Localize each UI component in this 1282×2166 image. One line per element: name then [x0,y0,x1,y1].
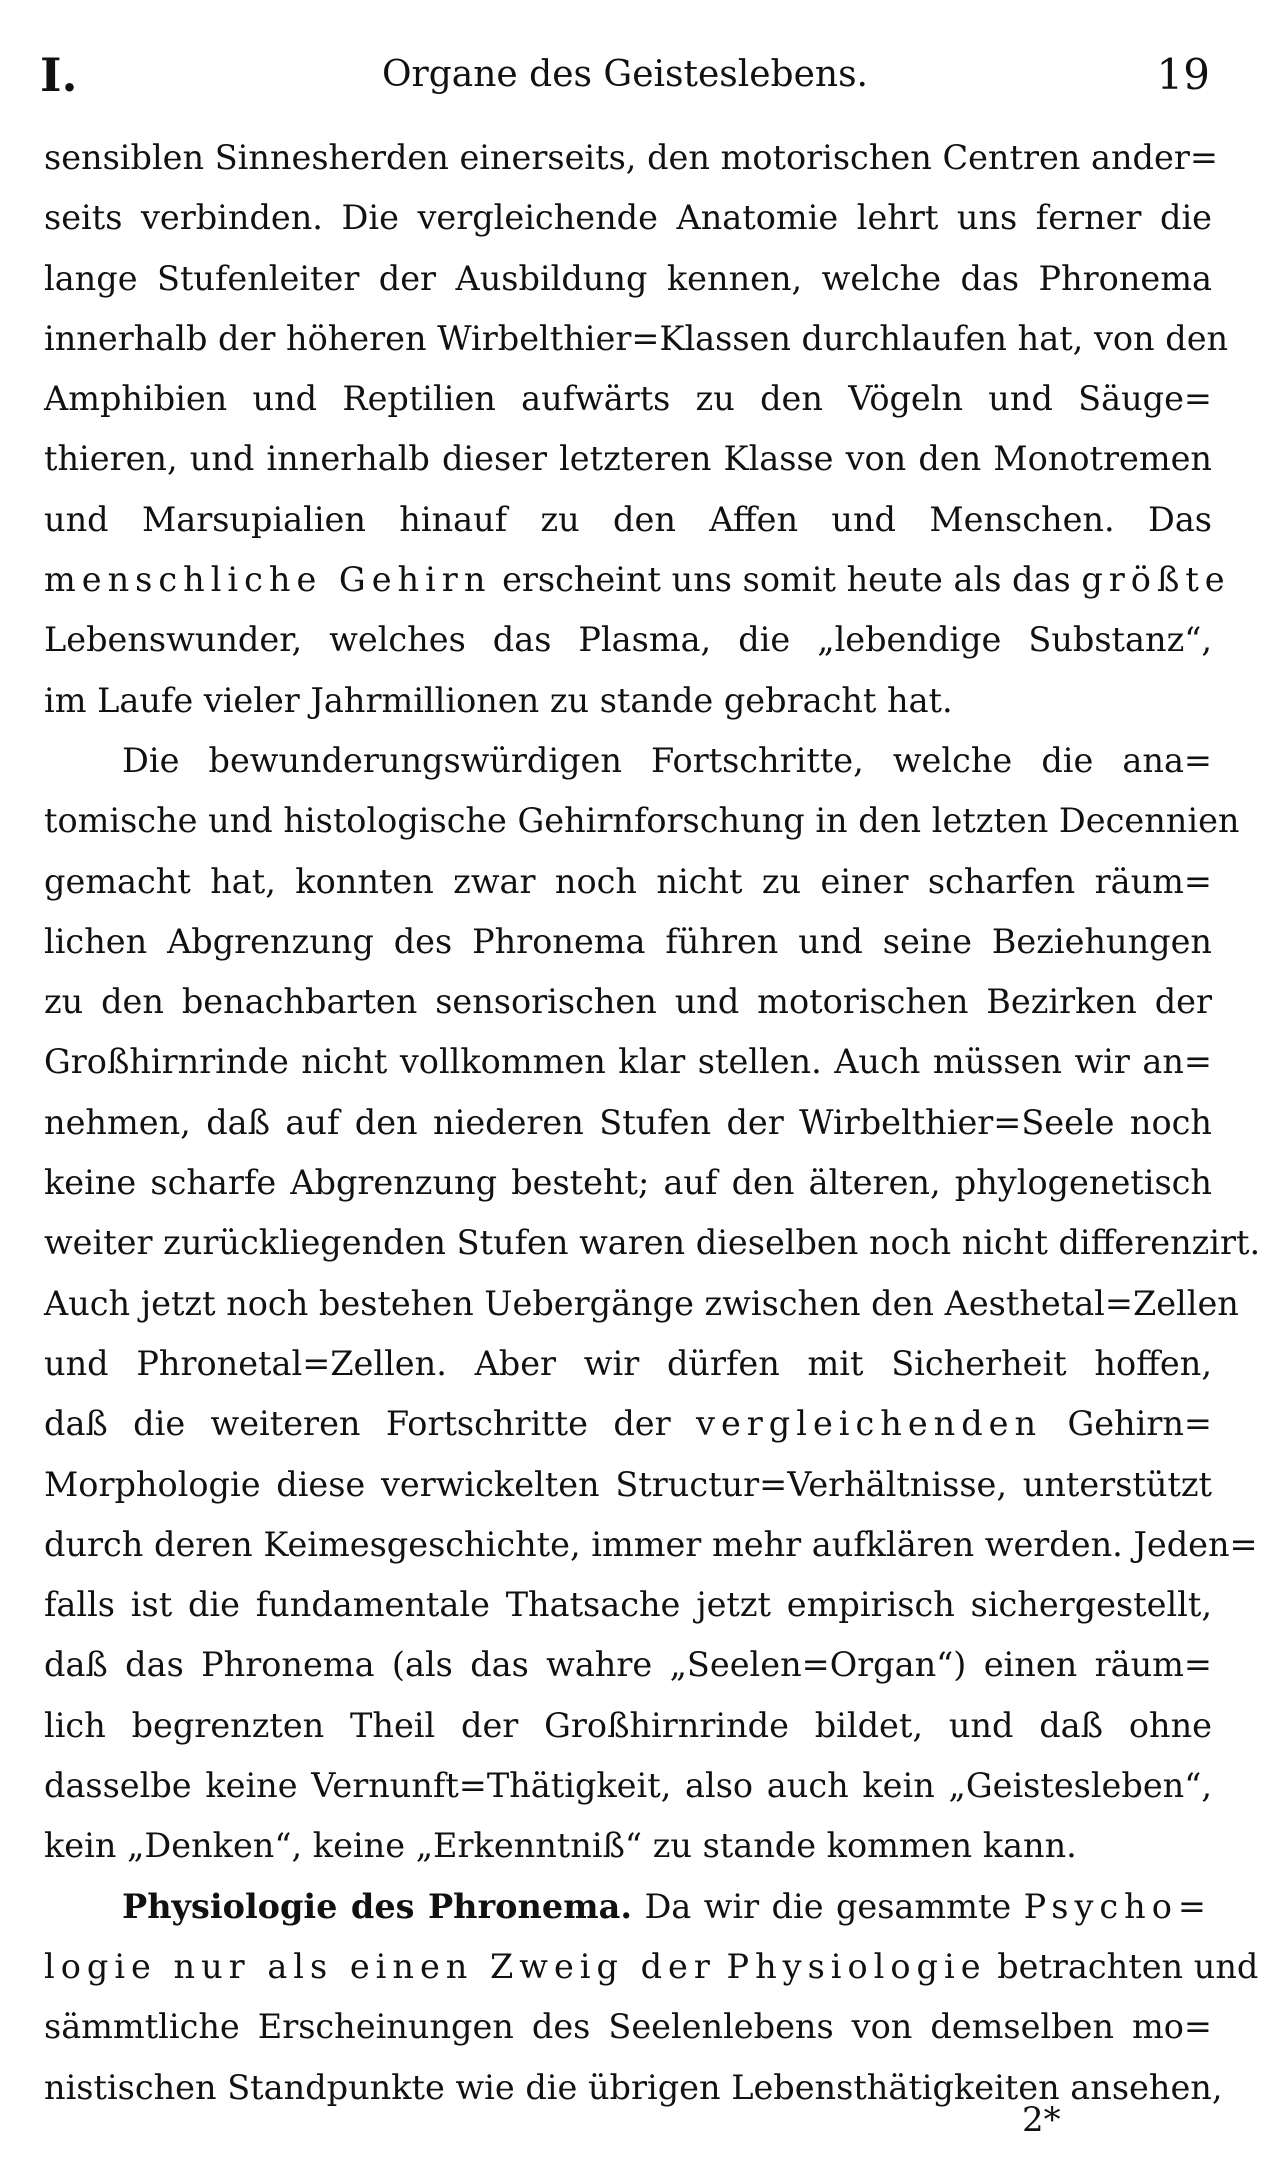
emphasized-text: Physiologie [726,1946,987,1986]
text-run: betrachten und [997,1946,1259,1986]
text-line: im Laufe vieler Jahrmillionen zu stande gebracht hat. [44,680,953,720]
text-line: Großhirnrinde nicht vollkommen klar stellen. Auch müssen wir an= [44,1042,1212,1082]
emphasized-text: größte [1081,560,1231,600]
running-head [40,40,1210,110]
text-line: nistischen Standpunkte wie die übrigen Lebensthätigkeiten ansehen, [44,2067,1223,2107]
text-line [44,550,1231,610]
text-line: Morphologie diese verwickelten Structur=Verhältnisse, unterstützt [44,1464,1212,1504]
text-line: sämmtliche Erscheinungen des Seelenlebens von demselben mo= [44,2007,1212,2047]
text-run: Da wir die gesammte [644,1886,1012,1926]
text-line: Auch jetzt noch bestehen Uebergänge zwischen den Aesthetal=Zellen [44,1283,1239,1323]
text-run: logie nur als einen Zweig der [44,1946,716,1986]
text-line: zu den benachbarten sensorischen und motorischen Bezirken der [44,982,1212,1022]
text-run: erscheint uns somit heute als das [502,560,1071,600]
running-title: Organe des Geisteslebens. [382,54,868,95]
text-line: thieren, und innerhalb dieser letzteren Klasse von den Monotremen [44,439,1212,479]
section-heading: Physiologie des Phronema. [122,1886,632,1926]
text-line: durch deren Keimesgeschichte, immer mehr aufklären werden. Jeden= [44,1524,1258,1564]
signature-mark: 2* [1022,2100,1061,2140]
text-line: lichen Abgrenzung des Phronema führen und seine Beziehungen [44,921,1212,961]
text-run: daß die weiteren Fortschritte der [44,1404,671,1444]
text-line [44,1937,1259,1997]
text-line: keine scharfe Abgrenzung besteht; auf den älteren, phylogenetisch [44,1163,1212,1203]
text-line: daß das Phronema (als das wahre „Seelen=Organ“) einen räum= [44,1645,1212,1685]
text-line: dasselbe keine Vernunft=Thätigkeit, also auch kein „Geistesleben“, [44,1766,1212,1806]
text-line: innerhalb der höheren Wirbelthier=Klassen durchlaufen hat, von den [44,318,1229,358]
text-line: lich begrenzten Theil der Großhirnrinde bildet, und daß ohne [44,1705,1212,1745]
emphasized-text: menschliche Gehirn [44,560,492,600]
text-line: Amphibien und Reptilien aufwärts zu den Vögeln und Säuge= [44,379,1212,419]
text-line: seits verbinden. Die vergleichende Anatomie lehrt uns ferner die [44,198,1212,238]
text-line: tomische und histologische Gehirnforschung in den letzten Decennien [44,801,1240,841]
text-line [44,1394,1212,1454]
section-number: I. [40,48,78,102]
text-line: weiter zurückliegenden Stufen waren dieselben noch nicht differenzirt. [44,1223,1261,1263]
body-text [44,128,1261,2118]
text-line: Lebenswunder, welches das Plasma, die „lebendige Substanz“, [44,620,1212,660]
text-line: gemacht hat, konnten zwar noch nicht zu einer scharfen räum= [44,861,1212,901]
text-line: und Phronetal=Zellen. Aber wir dürfen mit Sicherheit hoffen, [44,1343,1212,1383]
emphasized-text: Psycho= [1023,1886,1212,1926]
text-line: Die bewunderungswürdigen Fortschritte, welche die ana= [122,740,1212,780]
text-line: nehmen, daß auf den niederen Stufen der Wirbelthier=Seele noch [44,1102,1212,1142]
text-line: sensiblen Sinnesherden einerseits, den motorischen Centren ander= [44,138,1218,177]
text-line: kein „Denken“, keine „Erkenntniß“ zu stande kommen kann. [44,1826,1077,1866]
text-line: lange Stufenleiter der Ausbildung kennen, welche das Phronema [44,258,1212,298]
text-line: und Marsupialien hinauf zu den Affen und Menschen. Das [44,499,1212,539]
page-number: 19 [1156,50,1210,99]
text-line [44,1877,1212,1937]
text-line: falls ist die fundamentale Thatsache jetzt empirisch sichergestellt, [44,1585,1212,1625]
emphasized-text: vergleichenden [696,1404,1043,1444]
text-run: Gehirn= [1067,1404,1213,1444]
